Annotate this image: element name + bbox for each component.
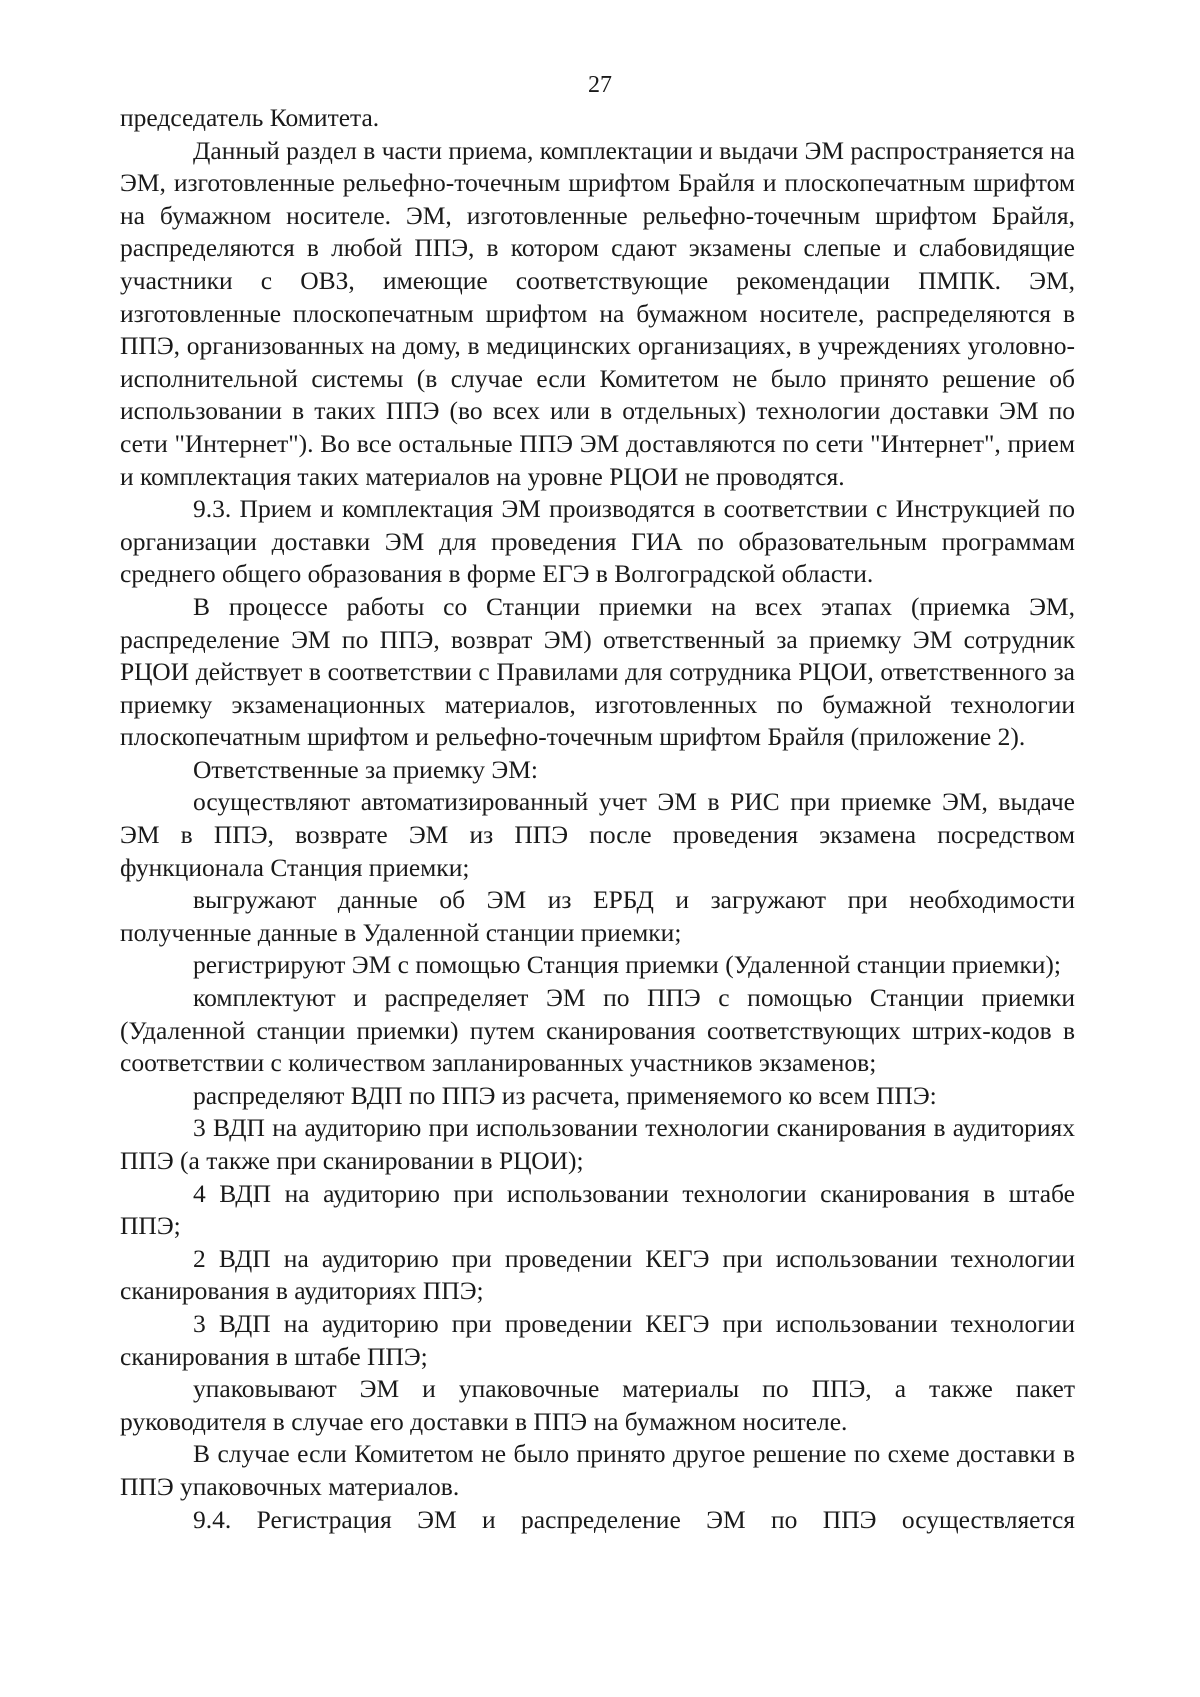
paragraph: председатель Комитета. — [120, 103, 380, 132]
paragraph: В процессе работы со Станции приемки на всех этапах (приемка ЭМ, распределение ЭМ по ППЭ, возврат ЭМ) ответственный за приемку ЭМ сотрудник РЦОИ действует в соответствии с Правилами для сотрудника РЦОИ, ответственного за приемку экзаменационных материалов, изготовленных по бумажной технологии плоскопечатным шрифтом и рельефно-точечным шрифтом Брайля (приложение 2). — [120, 591, 1075, 752]
paragraph: выгружают данные об ЭМ из ЕРБД и загружают при необходимости полученные данные в Удаленной станции приемки; — [120, 885, 1075, 947]
paragraph: комплектуют и распределяет ЭМ по ППЭ с помощью Станции приемки (Удаленной станции приемки) путем сканирования соответствующих штрих-кодов в соответствии с количеством запланированных участников экзаменов; — [120, 983, 1075, 1078]
paragraph: 3 ВДП на аудиторию при использовании технологии сканирования в аудиториях ППЭ (а также при сканировании в РЦОИ); — [120, 1113, 1075, 1175]
paragraph: 4 ВДП на аудиторию при использовании технологии сканирования в штабе ППЭ; — [120, 1178, 1075, 1241]
document-body — [120, 102, 1075, 1536]
paragraph: В случае если Комитетом не было принято другое решение по схеме доставки в ППЭ упаковочных материалов. — [120, 1439, 1075, 1501]
paragraph: Ответственные за приемку ЭМ: — [193, 754, 539, 784]
page-number: 27 — [588, 72, 612, 98]
paragraph: 9.3. Прием и комплектация ЭМ производятся в соответствии с Инструкцией по организации доставки ЭМ для проведения ГИА по образовательным программам среднего общего образования в форме ЕГЭ в Волгоградской области. — [120, 494, 1075, 589]
paragraph: Данный раздел в части приема, комплектации и выдачи ЭМ распространяется на ЭМ, изготовленные рельефно-точечным шрифтом Брайля и плоскопечатным шрифтом на бумажном носителе. ЭМ, изготовленные рельефно-точечным шрифтом Брайля, распределяются в любой ППЭ, в котором сдают экзамены слепые и слабовидящие участники с ОВЗ, имеющие соответствующие рекомендации ПМПК. ЭМ, изготовленные плоскопечатным шрифтом на бумажном носителе, распределяются в ППЭ, организованных на дому, в медицинских организациях, в учреждениях уголовно-исполнительной системы (в случае если Комитетом не было принято решение об использовании в таких ППЭ (во всех или в отдельных) технологии доставки ЭМ по сети "Интернет"). Во все остальные ППЭ ЭМ доставляются по сети "Интернет", прием и комплектация таких материалов на уровне РЦОИ не проводятся. — [120, 135, 1075, 491]
paragraph: 3 ВДП на аудиторию при проведении КЕГЭ при использовании технологии сканирования в штабе ППЭ; — [120, 1308, 1075, 1371]
paragraph: 2 ВДП на аудиторию при проведении КЕГЭ при использовании технологии сканирования в аудиториях ППЭ; — [120, 1243, 1075, 1306]
paragraph: 9.4. Регистрация ЭМ и распределение ЭМ по ППЭ осуществляется — [193, 1504, 1075, 1534]
paragraph: регистрируют ЭМ с помощью Станция приемки (Удаленной станции приемки); — [193, 950, 1061, 980]
paragraph: распределяют ВДП по ППЭ из расчета, применяемого ко всем ППЭ: — [193, 1080, 937, 1110]
paragraph: упаковывают ЭМ и упаковочные материалы по ППЭ, а также пакет руководителя в случае его доставки в ППЭ на бумажном носителе. — [120, 1374, 1075, 1436]
paragraph: осуществляют автоматизированный учет ЭМ в РИС при приемке ЭМ, выдаче ЭМ в ППЭ, возврате ЭМ из ППЭ после проведения экзамена посредством функционала Станция приемки; — [120, 787, 1075, 882]
